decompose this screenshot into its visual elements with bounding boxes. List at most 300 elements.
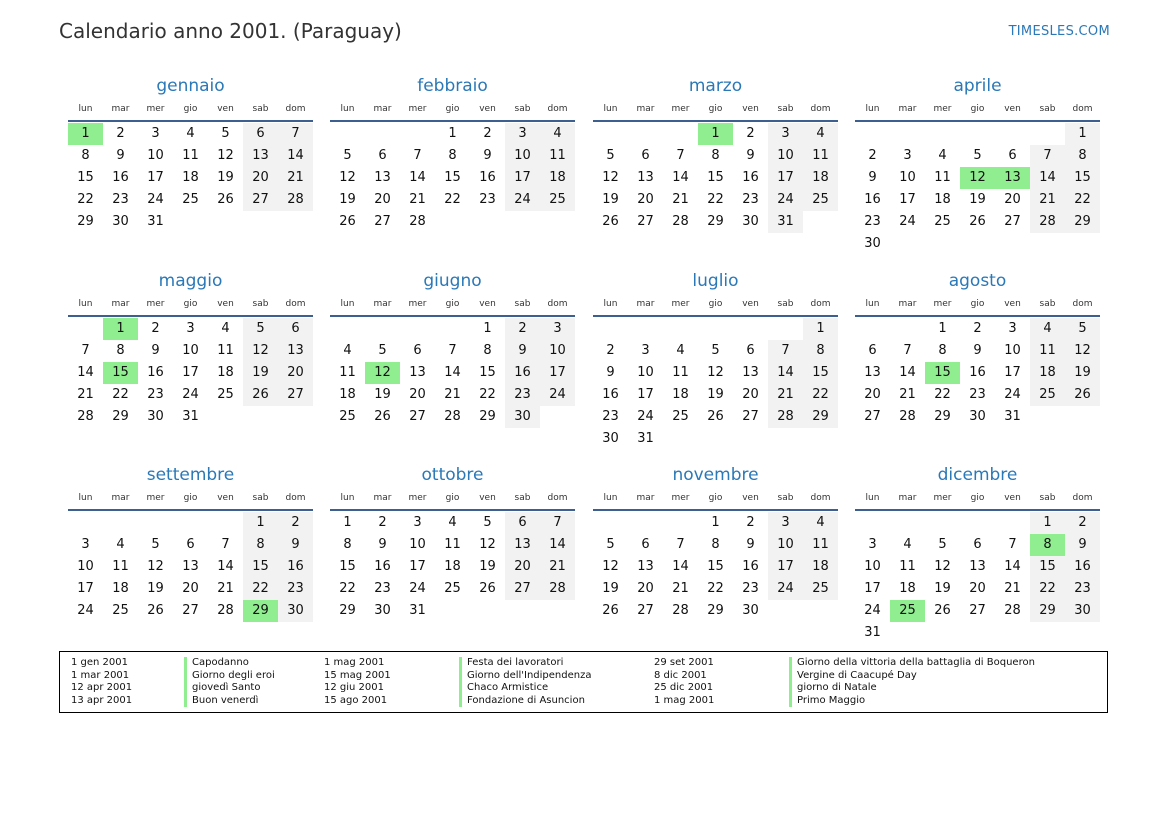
month-name: dicembre bbox=[937, 465, 1018, 485]
empty-cell bbox=[400, 318, 435, 340]
holiday-legend bbox=[59, 651, 1108, 713]
day-cell: 16 bbox=[479, 170, 496, 185]
day-cell: 8 bbox=[81, 148, 90, 163]
legend-date: 25 dic 2001 bbox=[654, 682, 714, 694]
day-cell: 22 bbox=[934, 387, 951, 402]
weekday-label: ven bbox=[479, 299, 496, 309]
legend-dates-column bbox=[71, 657, 132, 707]
day-cell: 31 bbox=[409, 603, 426, 618]
day-cell: 15 bbox=[707, 170, 724, 185]
empty-cell bbox=[628, 512, 663, 534]
legend-date: 1 mag 2001 bbox=[654, 694, 715, 706]
day-cell: 5 bbox=[606, 537, 615, 552]
weekday-label: dom bbox=[1072, 493, 1093, 503]
day-cell: 10 bbox=[182, 343, 199, 358]
day-cell: 16 bbox=[278, 556, 313, 578]
day-cell: 5 bbox=[711, 343, 720, 358]
legend-date: 12 giu 2001 bbox=[324, 682, 384, 694]
weekday-label: mar bbox=[373, 299, 392, 309]
legend-date: 15 ago 2001 bbox=[324, 694, 388, 706]
month-settembre bbox=[68, 463, 313, 622]
day-cell: 14 bbox=[672, 559, 689, 574]
day-cell: 18 bbox=[540, 167, 575, 189]
empty-cell bbox=[330, 318, 365, 340]
day-cell: 11 bbox=[339, 365, 356, 380]
day-cell: 18 bbox=[672, 387, 689, 402]
empty-cell bbox=[138, 512, 173, 534]
empty-cell bbox=[68, 512, 103, 534]
day-cell: 1 bbox=[803, 318, 838, 340]
day-cell: 19 bbox=[969, 192, 986, 207]
day-cell: 24 bbox=[147, 192, 164, 207]
legend-holiday-name: Giorno della vittoria della battaglia di Boqueron bbox=[789, 657, 1035, 670]
day-cell: 8 bbox=[803, 340, 838, 362]
day-cell: 30 bbox=[602, 431, 619, 446]
day-cell: 27 bbox=[742, 409, 759, 424]
empty-cell bbox=[173, 512, 208, 534]
weekday-label: ven bbox=[217, 493, 234, 503]
day-cell: 22 bbox=[707, 192, 724, 207]
day-cell: 6 bbox=[746, 343, 755, 358]
weekday-label: ven bbox=[742, 104, 759, 114]
empty-cell bbox=[960, 123, 995, 145]
weekday-header bbox=[330, 293, 575, 317]
day-cell: 30 bbox=[278, 600, 313, 622]
day-cell: 24 bbox=[1004, 387, 1021, 402]
weekday-header bbox=[593, 98, 838, 122]
day-cell: 11 bbox=[899, 559, 916, 574]
day-cell: 9 bbox=[746, 148, 755, 163]
day-cell: 2 bbox=[868, 148, 877, 163]
legend-dates-column bbox=[654, 657, 714, 707]
weekday-label: lun bbox=[340, 299, 355, 309]
day-cell: 11 bbox=[803, 534, 838, 556]
legend-holiday-name: Festa dei lavoratori bbox=[459, 657, 592, 670]
day-cell: 1 bbox=[448, 126, 457, 141]
day-cell: 7 bbox=[221, 537, 230, 552]
weekday-header bbox=[855, 98, 1100, 122]
day-cell: 2 bbox=[116, 126, 125, 141]
legend-holiday-name: Capodanno bbox=[184, 657, 275, 670]
empty-cell bbox=[593, 512, 628, 534]
day-cell: 8 bbox=[116, 343, 125, 358]
day-cell: 27 bbox=[243, 189, 278, 211]
day-cell: 26 bbox=[1065, 384, 1100, 406]
day-cell: 22 bbox=[112, 387, 129, 402]
holiday-day-cell: 15 bbox=[925, 362, 960, 384]
day-cell: 4 bbox=[803, 123, 838, 145]
day-cell: 21 bbox=[672, 192, 689, 207]
day-cell: 29 bbox=[112, 409, 129, 424]
weekday-label: gio bbox=[445, 104, 460, 114]
day-cell: 26 bbox=[602, 214, 619, 229]
day-cell: 19 bbox=[602, 581, 619, 596]
empty-cell bbox=[698, 318, 733, 340]
weekday-label: lun bbox=[865, 104, 880, 114]
day-cell: 5 bbox=[973, 148, 982, 163]
empty-cell bbox=[400, 123, 435, 145]
month-name: aprile bbox=[953, 76, 1002, 96]
empty-cell bbox=[768, 318, 803, 340]
day-cell: 12 bbox=[243, 340, 278, 362]
day-cell: 20 bbox=[969, 581, 986, 596]
legend-dates-column bbox=[324, 657, 391, 707]
day-cell: 7 bbox=[81, 343, 90, 358]
day-grid bbox=[330, 318, 575, 428]
day-cell: 19 bbox=[707, 387, 724, 402]
day-cell: 19 bbox=[479, 559, 496, 574]
empty-cell bbox=[208, 512, 243, 534]
weekday-header bbox=[68, 98, 313, 122]
day-cell: 18 bbox=[899, 581, 916, 596]
day-cell: 15 bbox=[479, 365, 496, 380]
weekday-label: mer bbox=[408, 299, 427, 309]
weekday-label: dom bbox=[547, 493, 568, 503]
weekday-label: mer bbox=[671, 104, 690, 114]
day-cell: 20 bbox=[864, 387, 881, 402]
empty-cell bbox=[995, 123, 1030, 145]
day-cell: 4 bbox=[116, 537, 125, 552]
month-aprile bbox=[855, 74, 1100, 255]
day-cell: 30 bbox=[374, 603, 391, 618]
day-cell: 13 bbox=[182, 559, 199, 574]
day-cell: 7 bbox=[1030, 145, 1065, 167]
weekday-label: lun bbox=[603, 104, 618, 114]
weekday-label: gio bbox=[445, 493, 460, 503]
weekday-label: lun bbox=[865, 299, 880, 309]
day-cell: 1 bbox=[711, 515, 720, 530]
day-cell: 8 bbox=[711, 148, 720, 163]
month-name: maggio bbox=[158, 271, 223, 291]
day-cell: 22 bbox=[444, 192, 461, 207]
day-cell: 3 bbox=[540, 318, 575, 340]
day-cell: 6 bbox=[243, 123, 278, 145]
day-cell: 21 bbox=[217, 581, 234, 596]
weekday-header bbox=[68, 293, 313, 317]
weekday-label: lun bbox=[78, 493, 93, 503]
day-cell: 9 bbox=[505, 340, 540, 362]
day-cell: 9 bbox=[278, 534, 313, 556]
day-cell: 14 bbox=[77, 365, 94, 380]
weekday-label: gio bbox=[970, 299, 985, 309]
day-cell: 17 bbox=[540, 362, 575, 384]
day-grid bbox=[68, 512, 313, 622]
day-cell: 6 bbox=[868, 343, 877, 358]
day-cell: 25 bbox=[934, 214, 951, 229]
day-cell: 27 bbox=[409, 409, 426, 424]
weekday-label: sab bbox=[777, 104, 794, 114]
day-cell: 20 bbox=[1004, 192, 1021, 207]
day-cell: 3 bbox=[1008, 321, 1017, 336]
day-cell: 5 bbox=[151, 537, 160, 552]
day-cell: 7 bbox=[1008, 537, 1017, 552]
day-cell: 15 bbox=[1030, 556, 1065, 578]
day-cell: 13 bbox=[505, 534, 540, 556]
empty-cell bbox=[960, 512, 995, 534]
day-cell: 1 bbox=[343, 515, 352, 530]
holiday-day-cell: 15 bbox=[103, 362, 138, 384]
day-cell: 3 bbox=[768, 123, 803, 145]
day-cell: 18 bbox=[339, 387, 356, 402]
day-grid bbox=[593, 512, 838, 622]
day-cell: 17 bbox=[768, 556, 803, 578]
day-cell: 10 bbox=[147, 148, 164, 163]
day-cell: 14 bbox=[444, 365, 461, 380]
legend-holiday-name: Fondazione di Asuncion bbox=[459, 695, 592, 708]
day-cell: 13 bbox=[278, 340, 313, 362]
weekday-label: mar bbox=[111, 493, 130, 503]
weekday-label: sab bbox=[777, 299, 794, 309]
empty-cell bbox=[593, 123, 628, 145]
day-cell: 25 bbox=[112, 603, 129, 618]
day-cell: 22 bbox=[803, 384, 838, 406]
day-cell: 17 bbox=[147, 170, 164, 185]
weekday-label: mer bbox=[408, 493, 427, 503]
legend-date: 1 gen 2001 bbox=[71, 657, 129, 668]
month-name: gennaio bbox=[156, 76, 225, 96]
day-cell: 25 bbox=[803, 189, 838, 211]
day-cell: 18 bbox=[112, 581, 129, 596]
day-cell: 7 bbox=[278, 123, 313, 145]
day-cell: 1 bbox=[243, 512, 278, 534]
day-cell: 13 bbox=[742, 365, 759, 380]
day-cell: 23 bbox=[864, 214, 881, 229]
legend-holiday-name: Buon venerdì bbox=[184, 695, 275, 708]
day-cell: 15 bbox=[243, 556, 278, 578]
day-cell: 30 bbox=[147, 409, 164, 424]
day-cell: 9 bbox=[116, 148, 125, 163]
month-agosto bbox=[855, 269, 1100, 428]
day-cell: 27 bbox=[637, 214, 654, 229]
legend-holiday-name: Chaco Armistice bbox=[459, 682, 592, 695]
day-cell: 3 bbox=[151, 126, 160, 141]
day-cell: 25 bbox=[217, 387, 234, 402]
day-grid bbox=[855, 512, 1100, 644]
day-cell: 16 bbox=[112, 170, 129, 185]
day-cell: 28 bbox=[768, 406, 803, 428]
day-cell: 15 bbox=[803, 362, 838, 384]
weekday-label: sab bbox=[252, 104, 269, 114]
day-cell: 13 bbox=[374, 170, 391, 185]
day-cell: 7 bbox=[676, 537, 685, 552]
day-cell: 25 bbox=[672, 409, 689, 424]
weekday-label: dom bbox=[285, 493, 306, 503]
day-cell: 4 bbox=[448, 515, 457, 530]
site-brand-link[interactable]: TIMESLES.COM bbox=[1008, 24, 1110, 39]
day-cell: 8 bbox=[711, 537, 720, 552]
weekday-label: dom bbox=[810, 299, 831, 309]
day-cell: 9 bbox=[973, 343, 982, 358]
weekday-label: dom bbox=[547, 104, 568, 114]
weekday-header bbox=[330, 487, 575, 511]
month-febbraio bbox=[330, 74, 575, 233]
day-cell: 12 bbox=[1065, 340, 1100, 362]
empty-cell bbox=[103, 512, 138, 534]
weekday-label: mar bbox=[111, 299, 130, 309]
day-cell: 31 bbox=[147, 214, 164, 229]
day-cell: 21 bbox=[278, 167, 313, 189]
weekday-header bbox=[68, 487, 313, 511]
day-cell: 23 bbox=[147, 387, 164, 402]
weekday-label: sab bbox=[514, 299, 531, 309]
day-cell: 16 bbox=[602, 387, 619, 402]
month-name: giugno bbox=[423, 271, 482, 291]
day-cell: 17 bbox=[1004, 365, 1021, 380]
legend-holiday-name: giorno di Natale bbox=[789, 682, 1035, 695]
day-cell: 28 bbox=[409, 214, 426, 229]
day-cell: 27 bbox=[1004, 214, 1021, 229]
day-cell: 24 bbox=[864, 603, 881, 618]
weekday-label: sab bbox=[777, 493, 794, 503]
legend-holiday-name: giovedì Santo bbox=[184, 682, 275, 695]
weekday-label: lun bbox=[340, 493, 355, 503]
empty-cell bbox=[435, 318, 470, 340]
weekday-label: mer bbox=[146, 493, 165, 503]
weekday-label: ven bbox=[742, 299, 759, 309]
day-cell: 5 bbox=[606, 148, 615, 163]
day-cell: 23 bbox=[1065, 578, 1100, 600]
day-cell: 16 bbox=[374, 559, 391, 574]
holiday-day-cell: 29 bbox=[243, 600, 278, 622]
weekday-label: ven bbox=[1004, 104, 1021, 114]
weekday-label: dom bbox=[285, 104, 306, 114]
day-cell: 24 bbox=[768, 189, 803, 211]
weekday-label: ven bbox=[217, 299, 234, 309]
day-cell: 24 bbox=[540, 384, 575, 406]
legend-names-column bbox=[789, 657, 1035, 707]
day-cell: 24 bbox=[409, 581, 426, 596]
day-cell: 29 bbox=[339, 603, 356, 618]
empty-cell bbox=[663, 318, 698, 340]
day-cell: 13 bbox=[243, 145, 278, 167]
day-cell: 23 bbox=[479, 192, 496, 207]
day-cell: 30 bbox=[1065, 600, 1100, 622]
day-cell: 6 bbox=[378, 148, 387, 163]
day-cell: 19 bbox=[147, 581, 164, 596]
day-cell: 21 bbox=[77, 387, 94, 402]
holiday-day-cell: 1 bbox=[68, 123, 103, 145]
holiday-day-cell: 13 bbox=[995, 167, 1030, 189]
day-cell: 17 bbox=[182, 365, 199, 380]
day-cell: 6 bbox=[413, 343, 422, 358]
day-cell: 8 bbox=[483, 343, 492, 358]
day-cell: 12 bbox=[217, 148, 234, 163]
day-cell: 10 bbox=[768, 534, 803, 556]
day-cell: 16 bbox=[742, 170, 759, 185]
day-cell: 11 bbox=[112, 559, 129, 574]
day-cell: 29 bbox=[707, 603, 724, 618]
month-name: novembre bbox=[672, 465, 759, 485]
day-cell: 25 bbox=[444, 581, 461, 596]
legend-holiday-name: Primo Maggio bbox=[789, 695, 1035, 708]
day-cell: 17 bbox=[637, 387, 654, 402]
day-cell: 25 bbox=[182, 192, 199, 207]
day-cell: 12 bbox=[707, 365, 724, 380]
day-cell: 6 bbox=[973, 537, 982, 552]
day-cell: 16 bbox=[1065, 556, 1100, 578]
day-cell: 30 bbox=[742, 603, 759, 618]
day-cell: 21 bbox=[444, 387, 461, 402]
day-cell: 24 bbox=[899, 214, 916, 229]
day-cell: 28 bbox=[672, 214, 689, 229]
day-cell: 17 bbox=[899, 192, 916, 207]
weekday-label: dom bbox=[285, 299, 306, 309]
day-cell: 14 bbox=[768, 362, 803, 384]
day-cell: 30 bbox=[112, 214, 129, 229]
weekday-label: mar bbox=[373, 493, 392, 503]
day-cell: 11 bbox=[217, 343, 234, 358]
day-cell: 8 bbox=[448, 148, 457, 163]
day-cell: 19 bbox=[602, 192, 619, 207]
day-cell: 5 bbox=[483, 515, 492, 530]
weekday-label: lun bbox=[78, 299, 93, 309]
weekday-label: gio bbox=[708, 299, 723, 309]
weekday-label: ven bbox=[1004, 299, 1021, 309]
weekday-label: mer bbox=[671, 493, 690, 503]
day-cell: 6 bbox=[186, 537, 195, 552]
day-cell: 9 bbox=[151, 343, 160, 358]
day-cell: 11 bbox=[934, 170, 951, 185]
legend-date: 12 apr 2001 bbox=[71, 682, 133, 694]
day-cell: 20 bbox=[278, 362, 313, 384]
empty-cell bbox=[663, 123, 698, 145]
day-cell: 5 bbox=[1065, 318, 1100, 340]
day-cell: 16 bbox=[864, 192, 881, 207]
day-cell: 2 bbox=[746, 515, 755, 530]
month-novembre bbox=[593, 463, 838, 622]
day-cell: 16 bbox=[969, 365, 986, 380]
day-cell: 4 bbox=[343, 343, 352, 358]
day-cell: 9 bbox=[378, 537, 387, 552]
weekday-label: sab bbox=[514, 493, 531, 503]
day-cell: 10 bbox=[637, 365, 654, 380]
day-cell: 14 bbox=[899, 365, 916, 380]
day-cell: 29 bbox=[1065, 211, 1100, 233]
day-cell: 29 bbox=[803, 406, 838, 428]
day-cell: 26 bbox=[602, 603, 619, 618]
day-cell: 15 bbox=[707, 559, 724, 574]
weekday-label: lun bbox=[865, 493, 880, 503]
day-grid bbox=[593, 318, 838, 450]
empty-cell bbox=[995, 512, 1030, 534]
weekday-label: mar bbox=[111, 104, 130, 114]
day-cell: 4 bbox=[221, 321, 230, 336]
day-cell: 2 bbox=[1065, 512, 1100, 534]
month-name: settembre bbox=[146, 465, 235, 485]
weekday-label: lun bbox=[78, 104, 93, 114]
day-cell: 23 bbox=[278, 578, 313, 600]
day-cell: 23 bbox=[602, 409, 619, 424]
day-cell: 31 bbox=[1004, 409, 1021, 424]
day-cell: 5 bbox=[243, 318, 278, 340]
weekday-label: gio bbox=[183, 104, 198, 114]
weekday-header bbox=[593, 487, 838, 511]
weekday-label: gio bbox=[970, 493, 985, 503]
month-name: marzo bbox=[688, 76, 743, 96]
day-cell: 28 bbox=[77, 409, 94, 424]
day-cell: 2 bbox=[278, 512, 313, 534]
day-cell: 3 bbox=[505, 123, 540, 145]
weekday-label: ven bbox=[742, 493, 759, 503]
day-cell: 21 bbox=[1004, 581, 1021, 596]
weekday-label: mar bbox=[898, 104, 917, 114]
day-cell: 1 bbox=[1065, 123, 1100, 145]
weekday-label: ven bbox=[217, 104, 234, 114]
day-cell: 14 bbox=[217, 559, 234, 574]
legend-date: 8 dic 2001 bbox=[654, 669, 707, 681]
day-cell: 23 bbox=[742, 581, 759, 596]
day-cell: 10 bbox=[77, 559, 94, 574]
